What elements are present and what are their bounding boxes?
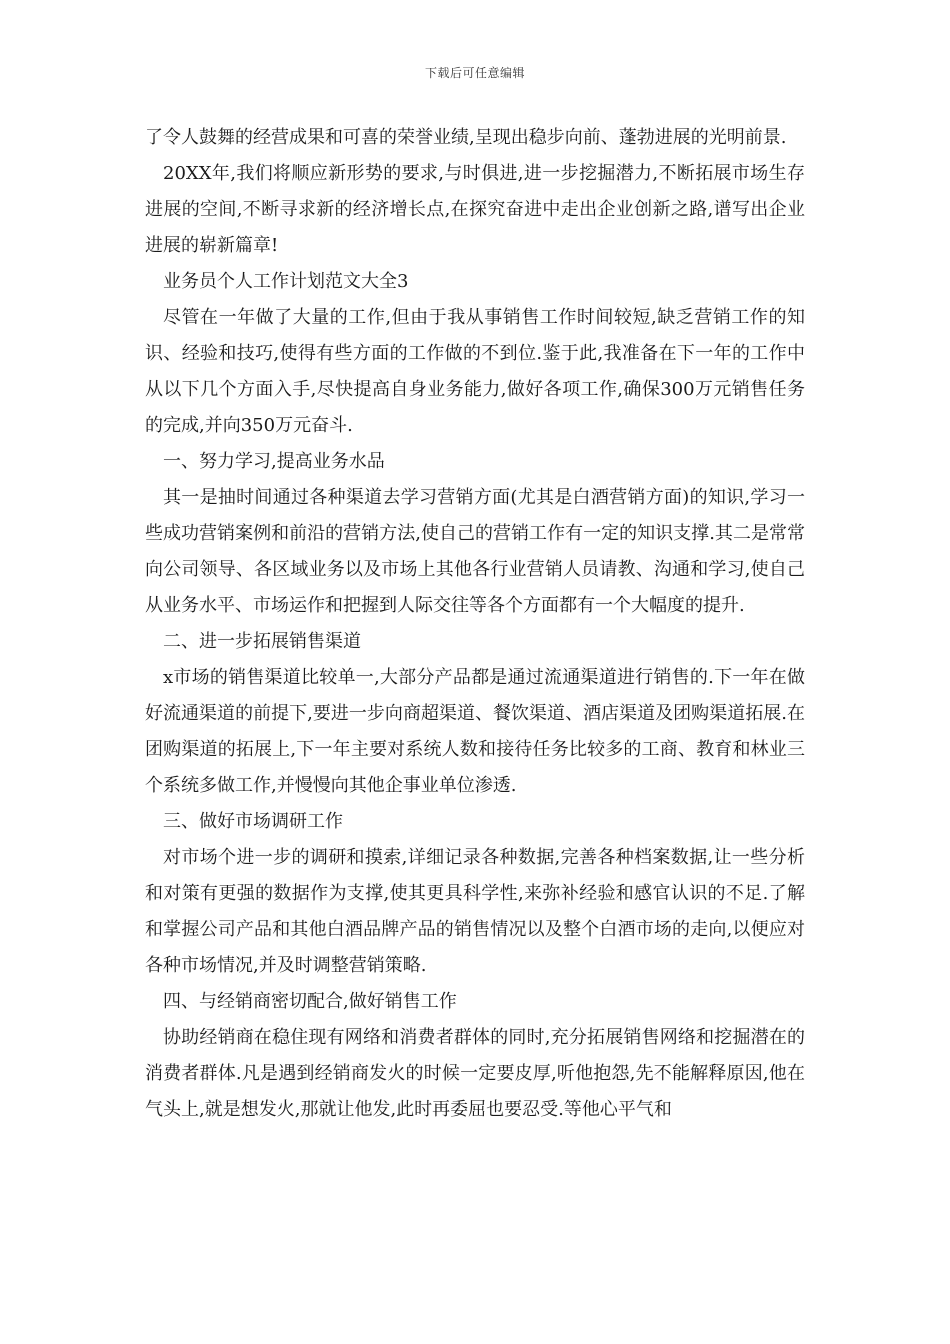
paragraph-7: 协助经销商在稳住现有网络和消费者群体的同时,充分拓展销售网络和挖掘潜在的消费者群体.凡是遇到经销商发火的时候一定要皮厚,听他抱怨,先不能解释原因,他在气头上,就是想发火,那就让他发,此时再委屈也要忍受.等他心平气和 bbox=[145, 1027, 805, 1120]
section-title: 业务员个人工作计划范文大全3 bbox=[163, 271, 409, 292]
heading-4: 四、与经销商密切配合,做好销售工作 bbox=[163, 991, 457, 1012]
paragraph-2: 20XX年,我们将顺应新形势的要求,与时俱进,进一步挖掘潜力,不断拓展市场生存进展的空间,不断寻求新的经济增长点,在探究奋进中走出企业创新之路,谱写出企业进展的崭新篇章! bbox=[145, 163, 805, 256]
heading-3: 三、做好市场调研工作 bbox=[163, 811, 343, 832]
page-header: 下载后可任意编辑 bbox=[424, 66, 525, 80]
document-body bbox=[145, 120, 805, 1128]
paragraph-1: 了令人鼓舞的经营成果和可喜的荣誉业绩,呈现出稳步向前、蓬勃进展的光明前景. bbox=[145, 127, 787, 148]
paragraph-3: 尽管在一年做了大量的工作,但由于我从事销售工作时间较短,缺乏营销工作的知识、经验和技巧,使得有些方面的工作做的不到位.鉴于此,我准备在下一年的工作中从以下几个方面入手,尽快提高自身业务能力,做好各项工作,确保300万元销售任务的完成,并向350万元奋斗. bbox=[145, 307, 805, 436]
paragraph-6: 对市场个进一步的调研和摸索,详细记录各种数据,完善各种档案数据,让一些分析和对策有更强的数据作为支撑,使其更具科学性,来弥补经验和感官认识的不足.了解和掌握公司产品和其他白酒品牌产品的销售情况以及整个白酒市场的走向,以便应对各种市场情况,并及时调整营销策略. bbox=[145, 847, 805, 976]
heading-1: 一、努力学习,提高业务水品 bbox=[163, 451, 385, 472]
paragraph-5: x市场的销售渠道比较单一,大部分产品都是通过流通渠道进行销售的.下一年在做好流通渠道的前提下,要进一步向商超渠道、餐饮渠道、酒店渠道及团购渠道拓展.在团购渠道的拓展上,下一年主要对系统人数和接待任务比较多的工商、教育和林业三个系统多做工作,并慢慢向其他企事业单位渗透. bbox=[145, 667, 805, 796]
paragraph-4: 其一是抽时间通过各种渠道去学习营销方面(尤其是白酒营销方面)的知识,学习一些成功营销案例和前沿的营销方法,使自己的营销工作有一定的知识支撑.其二是常常向公司领导、各区域业务以及市场上其他各行业营销人员请教、沟通和学习,使自己从业务水平、市场运作和把握到人际交往等各个方面都有一个大幅度的提升. bbox=[145, 487, 805, 616]
heading-2: 二、进一步拓展销售渠道 bbox=[163, 631, 361, 652]
